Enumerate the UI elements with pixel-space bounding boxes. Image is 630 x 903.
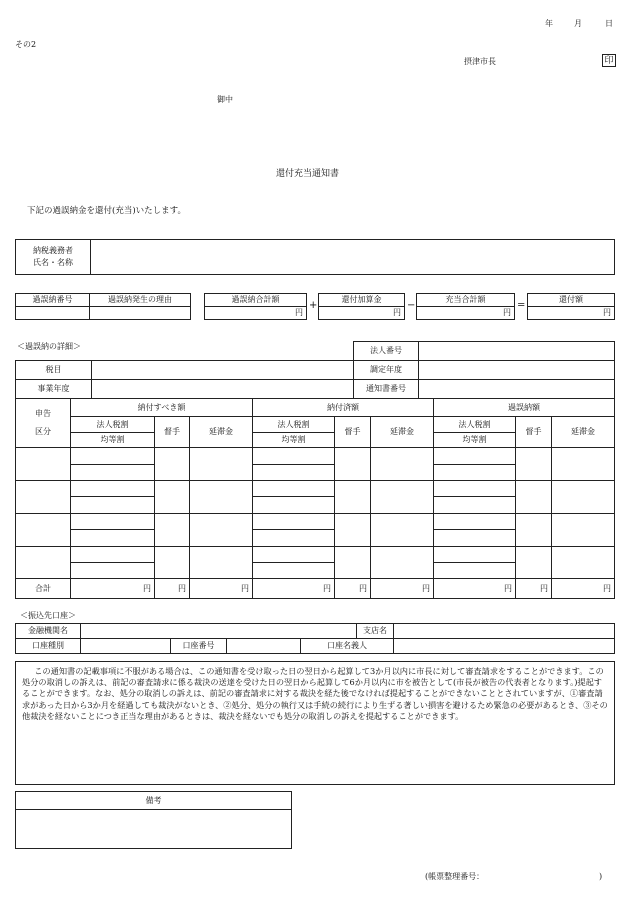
form-number-close: ) <box>599 872 603 881</box>
equals-sign: = <box>517 300 526 311</box>
account-type-label: 口座種別 <box>16 639 81 654</box>
over-late-fee-cell[interactable] <box>552 513 615 546</box>
due-demand-fee-cell[interactable] <box>155 513 190 546</box>
over-corp-tax-header: 法人税割 <box>434 417 516 432</box>
due-demand-fee-cell[interactable] <box>155 481 190 514</box>
remarks-field[interactable] <box>16 810 292 849</box>
bank-name-label: 金融機関名 <box>16 624 81 639</box>
account-holder-field[interactable] <box>394 639 615 654</box>
assessment-year-field[interactable] <box>419 361 615 380</box>
form-number-label: (帳票整理番号： <box>425 872 485 881</box>
due-late-fee-header: 延滞金 <box>190 417 253 448</box>
account-holder-label: 口座名義人 <box>301 639 394 654</box>
remarks-table <box>15 791 292 849</box>
over-demand-fee-header: 督手 <box>516 417 552 448</box>
minus-sign: − <box>407 300 416 311</box>
due-corp-tax-cell[interactable] <box>71 481 155 497</box>
due-corp-tax-header: 法人税割 <box>71 417 155 432</box>
over-late-fee-cell[interactable] <box>552 448 615 481</box>
notice-number-field[interactable] <box>419 380 615 399</box>
appeal-notice-text: この通知書の記載事項に不服がある場合は、この通知書を受け取った日の翌日から起算して3か月以内に市長に対して審査請求をすることができます。この処分の取消しの訴えは、前記の審査請求に係る裁決の送達を受けた日の翌日から起算して6か月以内に市を被告として(市長が被告の代表者となります。)提起することができます。なお、処分の取消しの訴えは、前記の審査請求に対する裁決を経た後でなければ提起することができないこととされていますが、①審査請求があった日から3か月を経過しても裁決がないとき、②処分、処分の執行又は手続の続行により生ずる著しい損害を避けるため緊急の必要があるとき、③その他裁決を経ないことにつき正当な理由があるときは、裁決を経ないでも処分の取消しの訴えを提起することができます。 <box>15 661 615 785</box>
taxpayer-label <box>16 240 91 275</box>
refund-addition-box <box>318 293 405 320</box>
over-equal-levy-cell[interactable] <box>434 497 516 513</box>
paid-demand-fee-cell[interactable] <box>335 513 371 546</box>
plus-sign: + <box>309 300 318 311</box>
tax-item-label: 税目 <box>16 361 92 380</box>
details-info-table <box>15 341 615 399</box>
page-title: 還付充当通知書 <box>276 169 340 179</box>
total-due-late-yen[interactable]: 円 <box>190 579 253 599</box>
assessment-year-label: 調定年度 <box>354 361 419 380</box>
corp-number-field[interactable] <box>419 342 615 361</box>
paid-late-fee-header: 延滞金 <box>371 417 434 448</box>
due-corp-tax-cell[interactable] <box>71 546 155 562</box>
over-late-fee-cell[interactable] <box>552 481 615 514</box>
appropriation-total-box <box>416 293 515 320</box>
seal-stamp: 印 <box>602 54 616 67</box>
total-over-late-yen[interactable]: 円 <box>552 579 615 599</box>
business-year-label: 事業年度 <box>16 380 92 399</box>
table-row[interactable] <box>16 481 71 514</box>
table-row[interactable] <box>16 546 71 579</box>
paid-corp-tax-cell[interactable] <box>253 448 335 464</box>
total-due-corp-yen[interactable]: 円 <box>71 579 155 599</box>
addressee-suffix: 御中 <box>217 95 233 104</box>
over-corp-tax-cell[interactable] <box>434 481 516 497</box>
overpay-reason-field[interactable] <box>90 307 191 320</box>
remarks-label: 備考 <box>16 792 292 810</box>
over-equal-levy-header: 均等割 <box>434 432 516 447</box>
due-equal-levy-cell[interactable] <box>71 497 155 513</box>
overpay-reason-header: 過誤納発生の理由 <box>90 294 191 307</box>
over-corp-tax-cell[interactable] <box>434 448 516 464</box>
details-heading-cell <box>16 342 354 361</box>
due-equal-levy-cell[interactable] <box>71 530 155 546</box>
over-corp-tax-cell[interactable] <box>434 513 516 529</box>
notice-number-label: 通知書番号 <box>354 380 419 399</box>
overpay-total-box <box>204 293 307 320</box>
date-day-label: 日 <box>605 19 613 28</box>
paid-equal-levy-header: 均等割 <box>253 432 335 447</box>
paid-corp-tax-cell[interactable] <box>253 481 335 497</box>
over-demand-fee-cell[interactable] <box>516 481 552 514</box>
due-corp-tax-cell[interactable] <box>71 448 155 464</box>
paid-corp-tax-cell[interactable] <box>253 546 335 562</box>
paid-demand-fee-cell[interactable] <box>335 546 371 579</box>
taxpayer-table <box>15 239 615 275</box>
paid-corp-tax-header: 法人税割 <box>253 417 335 432</box>
issuer-name: 摂津市長 <box>464 57 496 66</box>
account-number-label: 口座番号 <box>171 639 227 654</box>
over-demand-fee-cell[interactable] <box>516 513 552 546</box>
paid-equal-levy-cell[interactable] <box>253 464 335 480</box>
over-equal-levy-cell[interactable] <box>434 563 516 579</box>
refund-amount-box <box>527 293 615 320</box>
appropriation-total-yen[interactable]: 円 <box>417 307 515 320</box>
refund-amount-yen[interactable]: 円 <box>528 307 615 320</box>
overpay-total-header: 過誤納合計額 <box>205 294 307 307</box>
branch-name-field[interactable] <box>394 624 615 639</box>
over-corp-tax-cell[interactable] <box>434 546 516 562</box>
total-label: 合計 <box>16 579 71 599</box>
due-late-fee-cell[interactable] <box>190 481 253 514</box>
overpay-number-field[interactable] <box>16 307 90 320</box>
paid-late-fee-cell[interactable] <box>371 481 434 514</box>
amount-due-header: 納付すべき額 <box>71 399 253 417</box>
refund-addition-header: 還付加算金 <box>319 294 405 307</box>
paid-demand-fee-cell[interactable] <box>335 448 371 481</box>
total-due-demand-yen[interactable]: 円 <box>155 579 190 599</box>
account-table <box>15 623 615 654</box>
total-over-corp-yen[interactable]: 円 <box>434 579 516 599</box>
due-demand-fee-cell[interactable] <box>155 546 190 579</box>
date-month-label: 月 <box>574 19 582 28</box>
due-demand-fee-header: 督手 <box>155 417 190 448</box>
refund-amount-header: 還付額 <box>528 294 615 307</box>
paid-equal-levy-cell[interactable] <box>253 563 335 579</box>
intro-text: 下記の過誤納金を還付(充当)いたします。 <box>27 206 186 216</box>
tax-item-field[interactable] <box>92 361 354 380</box>
due-demand-fee-cell[interactable] <box>155 448 190 481</box>
over-equal-levy-cell[interactable] <box>434 464 516 480</box>
overpay-info-table <box>15 293 191 320</box>
filing-category-line2: 区分 <box>35 427 51 437</box>
due-equal-levy-cell[interactable] <box>71 464 155 480</box>
form-code: その2 <box>15 40 37 49</box>
total-paid-corp-yen[interactable]: 円 <box>253 579 335 599</box>
paid-late-fee-cell[interactable] <box>371 448 434 481</box>
account-type-field[interactable] <box>81 639 171 654</box>
taxpayer-label-line2: 氏名・名称 <box>33 258 73 267</box>
amount-paid-header: 納付済額 <box>253 399 434 417</box>
account-number-field[interactable] <box>227 639 301 654</box>
details-heading: ＜過誤納の詳細＞ <box>17 342 81 351</box>
date-year-label: 年 <box>545 19 553 28</box>
due-equal-levy-header: 均等割 <box>71 432 155 447</box>
table-row[interactable] <box>16 448 71 481</box>
over-late-fee-header: 延滞金 <box>552 417 615 448</box>
overpay-number-header: 過誤納番号 <box>16 294 90 307</box>
over-equal-levy-cell[interactable] <box>434 530 516 546</box>
corp-number-label: 法人番号 <box>354 342 419 361</box>
overpay-total-yen[interactable]: 円 <box>205 307 307 320</box>
paid-equal-levy-cell[interactable] <box>253 530 335 546</box>
paid-demand-fee-cell[interactable] <box>335 481 371 514</box>
paid-late-fee-cell[interactable] <box>371 513 434 546</box>
over-late-fee-cell[interactable] <box>552 546 615 579</box>
due-late-fee-cell[interactable] <box>190 546 253 579</box>
paid-late-fee-cell[interactable] <box>371 546 434 579</box>
business-year-field[interactable] <box>92 380 354 399</box>
bank-name-field[interactable] <box>81 624 357 639</box>
due-late-fee-cell[interactable] <box>190 513 253 546</box>
amounts-table <box>15 398 615 599</box>
paid-equal-levy-cell[interactable] <box>253 497 335 513</box>
taxpayer-name-field[interactable] <box>91 240 615 275</box>
table-row[interactable] <box>16 513 71 546</box>
total-paid-demand-yen[interactable]: 円 <box>335 579 371 599</box>
due-late-fee-cell[interactable] <box>190 448 253 481</box>
filing-category-header <box>16 399 71 448</box>
total-paid-late-yen[interactable]: 円 <box>371 579 434 599</box>
over-demand-fee-cell[interactable] <box>516 546 552 579</box>
over-demand-fee-cell[interactable] <box>516 448 552 481</box>
paid-corp-tax-cell[interactable] <box>253 513 335 529</box>
branch-name-label: 支店名 <box>357 624 394 639</box>
filing-category-line1: 申告 <box>35 409 51 419</box>
account-heading: ＜振込先口座＞ <box>20 611 76 620</box>
overpaid-header: 過誤納額 <box>434 399 615 417</box>
appropriation-total-header: 充当合計額 <box>417 294 515 307</box>
total-over-demand-yen[interactable]: 円 <box>516 579 552 599</box>
due-equal-levy-cell[interactable] <box>71 563 155 579</box>
due-corp-tax-cell[interactable] <box>71 513 155 529</box>
paid-demand-fee-header: 督手 <box>335 417 371 448</box>
taxpayer-label-line1: 納税義務者 <box>33 246 73 255</box>
refund-addition-yen[interactable]: 円 <box>319 307 405 320</box>
